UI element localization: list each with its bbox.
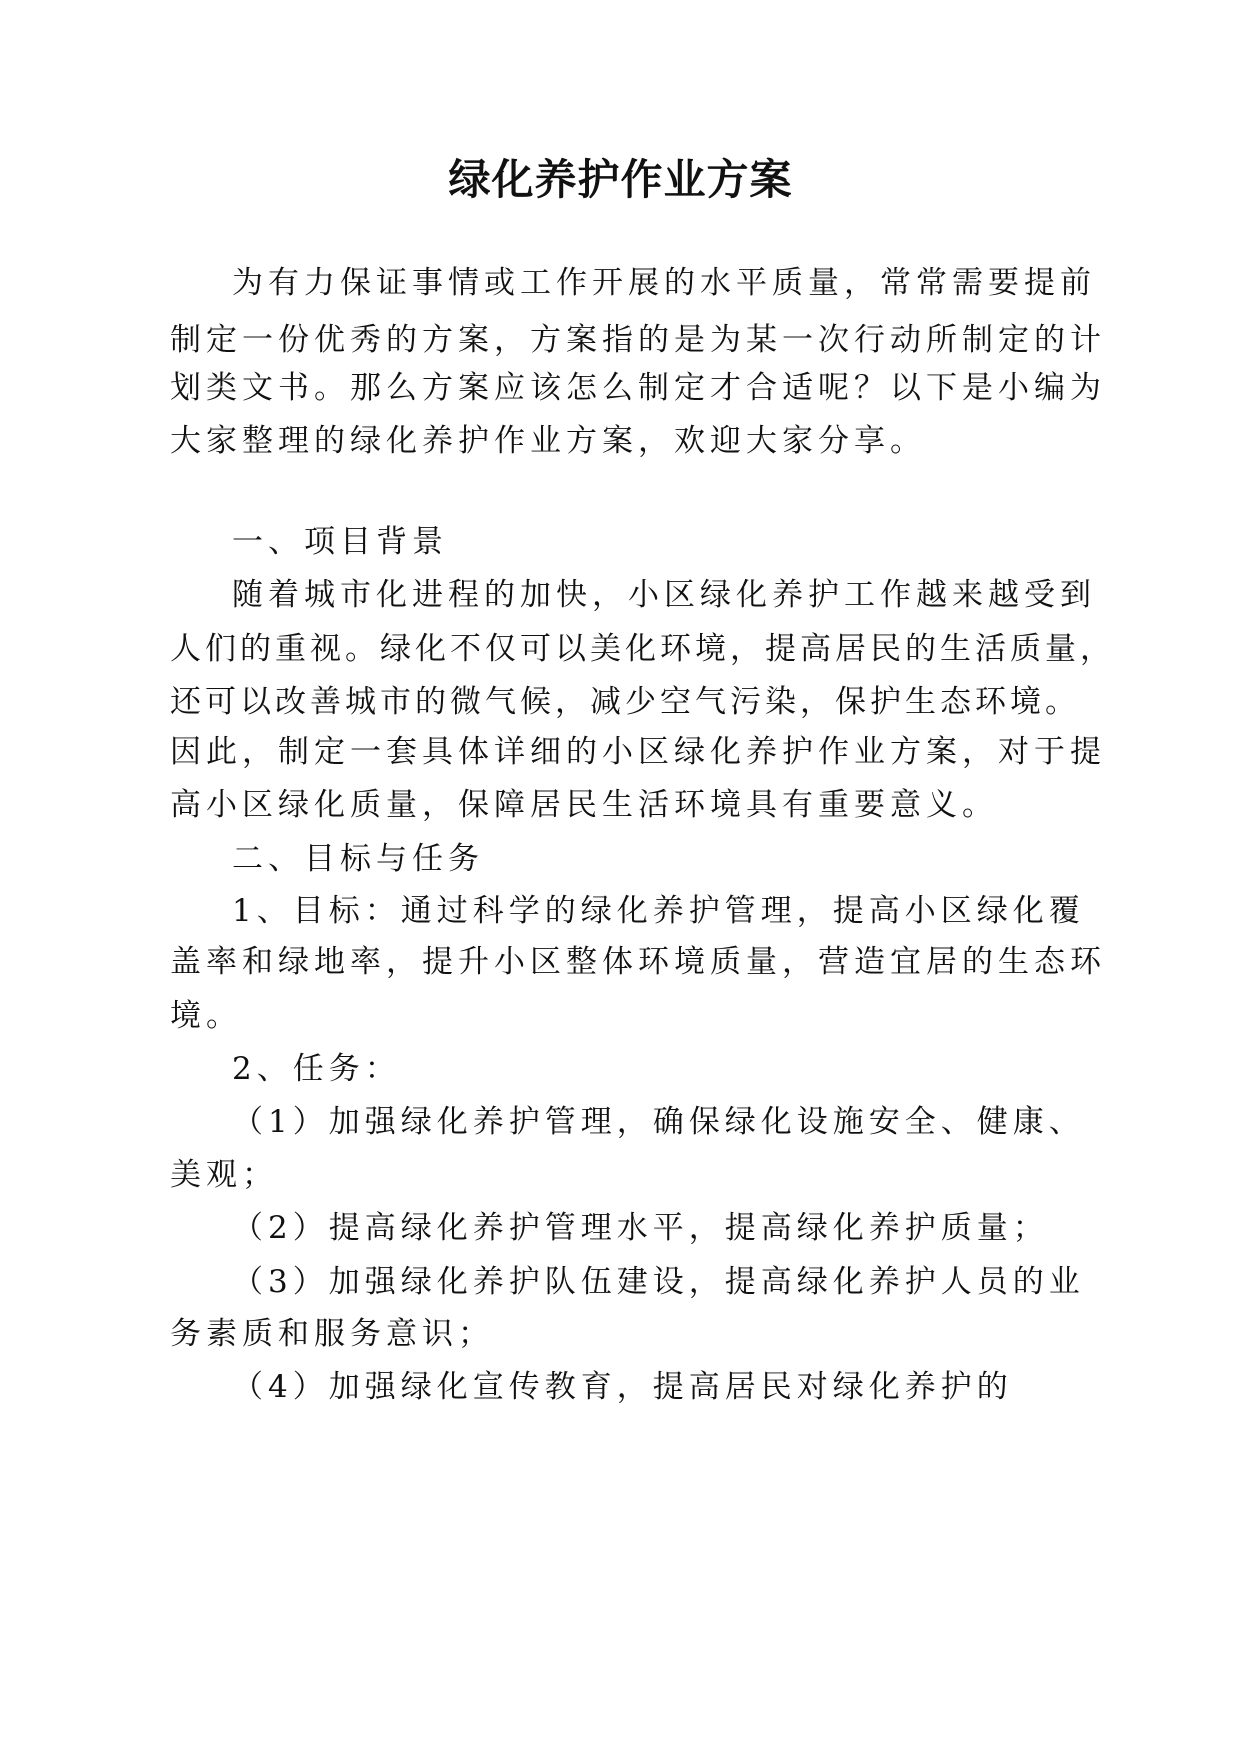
section2-task-line-1: （1）加强绿化养护管理，确保绿化设施安全、健康、 <box>232 1104 1085 1140</box>
intro-line-1: 为有力保证事情或工作开展的水平质量，常常需要提前 <box>232 265 1096 301</box>
section1-line-4: 因此，制定一套具体详细的小区绿化养护作业方案，对于提 <box>170 734 1106 770</box>
section2-heading: 二、目标与任务 <box>232 841 484 877</box>
section1-heading: 一、项目背景 <box>232 524 448 560</box>
intro-line-3: 划类文书。那么方案应该怎么制定才合适呢？以下是小编为 <box>170 370 1106 406</box>
section1-line-2: 人们的重视。绿化不仅可以美化环境，提高居民的生活质量， <box>170 631 1115 667</box>
section2-task-line-6: （4）加强绿化宣传教育，提高居民对绿化养护的 <box>232 1369 1013 1405</box>
section2-goal-line-1: 1、目标：通过科学的绿化养护管理，提高小区绿化覆 <box>232 893 1085 929</box>
section1-line-3: 还可以改善城市的微气候，减少空气污染，保护生态环境。 <box>170 684 1080 720</box>
section2-task-line-3: （2）提高绿化养护管理水平，提高绿化养护质量； <box>232 1210 1049 1246</box>
section2-goal-line-2: 盖率和绿地率，提升小区整体环境质量，营造宜居的生态环 <box>170 944 1106 980</box>
section2-task-heading: 2、任务： <box>232 1051 401 1087</box>
section1-line-1: 随着城市化进程的加快，小区绿化养护工作越来越受到 <box>232 577 1096 613</box>
intro-line-4: 大家整理的绿化养护作业方案，欢迎大家分享。 <box>170 423 926 459</box>
intro-line-2: 制定一份优秀的方案，方案指的是为某一次行动所制定的计 <box>170 322 1106 358</box>
section2-task-line-5: 务素质和服务意识； <box>170 1316 494 1352</box>
section2-goal-line-3: 境。 <box>170 998 242 1034</box>
section2-task-line-4: （3）加强绿化养护队伍建设，提高绿化养护人员的业 <box>232 1264 1085 1300</box>
section2-task-line-2: 美观； <box>170 1157 278 1193</box>
section1-line-5: 高小区绿化质量，保障居民生活环境具有重要意义。 <box>170 787 998 823</box>
document-title: 绿化养护作业方案 <box>448 155 793 204</box>
